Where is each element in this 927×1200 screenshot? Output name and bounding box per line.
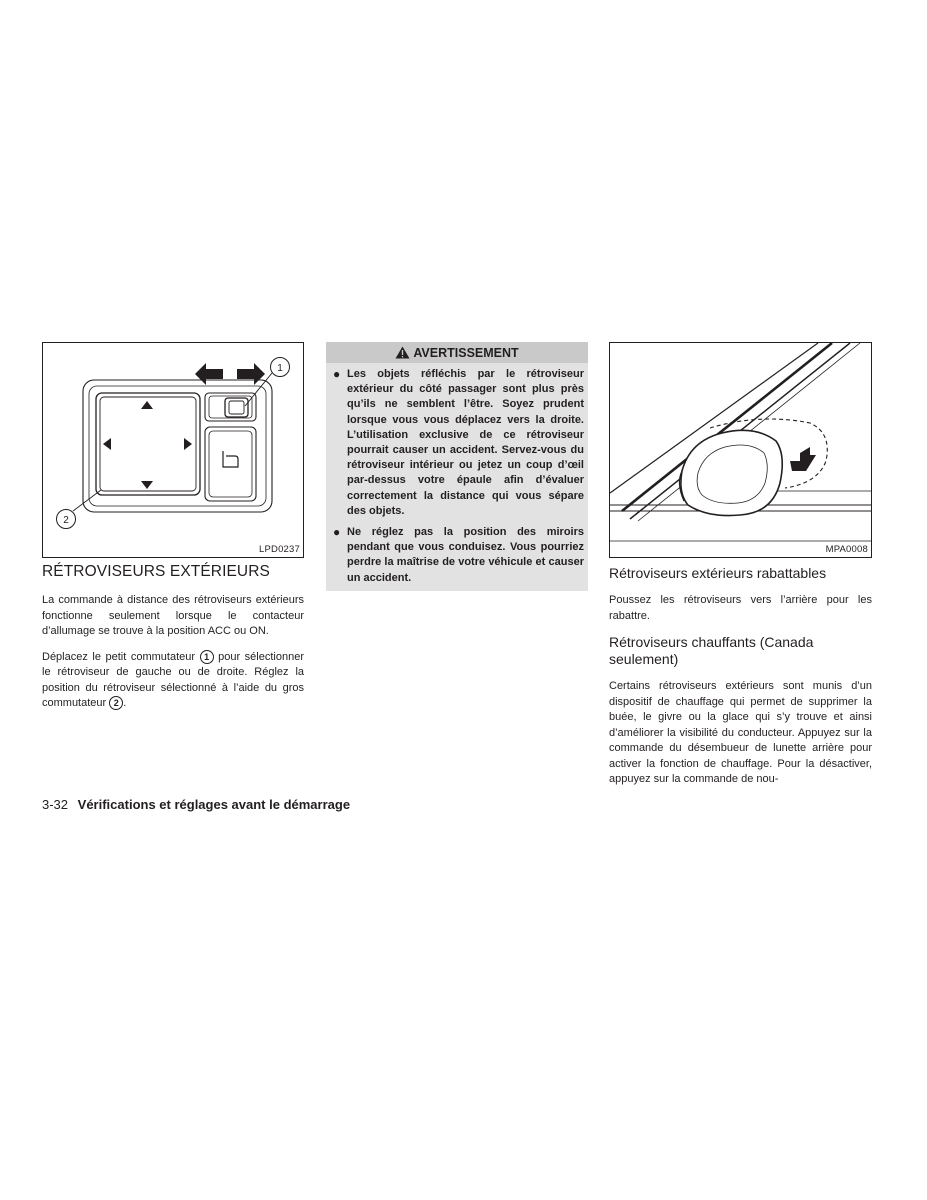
paragraph-text: pour sélectionner le rétroviseur de gauche ou de droite. Réglez la position du rétroviseur sélectionné à l’aide du gros commutateur — [42, 650, 304, 709]
paragraph-text: Déplacez le petit commutateur — [42, 650, 200, 663]
callout-2-label: 2 — [63, 515, 69, 526]
paragraph-switch-usage — [42, 650, 304, 712]
right-block-arrow-icon — [237, 363, 265, 385]
subheading-folding: Rétroviseurs extérieurs rabattables — [609, 565, 827, 581]
figure-code: LPD0237 — [258, 544, 300, 555]
right-arrow-icon — [184, 438, 192, 450]
left-column — [42, 342, 304, 722]
paragraph-folding: Poussez les rétroviseurs vers l’arrière pour les rabattre. — [609, 594, 872, 622]
folding-mirror-illustration — [610, 343, 871, 557]
left-block-arrow-icon — [195, 363, 223, 385]
page-footer — [42, 797, 350, 812]
callout-ref-2: 2 — [109, 696, 123, 710]
right-column — [609, 342, 872, 798]
paragraph-text: . — [123, 697, 127, 709]
warning-item — [330, 525, 584, 586]
warning-header — [326, 342, 588, 363]
folding-mirror-figure — [609, 342, 872, 558]
down-arrow-icon — [141, 481, 153, 489]
figure-code: MPA0008 — [825, 544, 868, 555]
side-mirror-shape — [679, 430, 782, 515]
chapter-title: Vérifications et réglages avant le démarrage — [77, 797, 351, 812]
warning-title: AVERTISSEMENT — [413, 345, 519, 360]
warning-body — [326, 363, 588, 591]
up-arrow-icon — [141, 401, 153, 409]
bullet-icon: ● — [333, 525, 341, 540]
left-arrow-icon — [103, 438, 111, 450]
paragraph-heated: Certains rétroviseurs extérieurs sont munis d’un dispositif de chauffage qui permet de supprimer la buée, le givre ou la glace qui s’y trouve et ainsi d’améliorer la visibilité du conducteur. Appuyez sur la commande du désembueur de lunette arrière pour activer la fonction de chauffage. Pour la désactiver, appuyez sur la commande de nou- — [609, 680, 872, 785]
callout-ref-1: 1 — [200, 650, 214, 664]
warning-triangle-icon — [395, 346, 410, 359]
page-number: 3-32 — [42, 797, 69, 812]
bullet-icon: ● — [333, 367, 341, 381]
warning-box — [326, 342, 588, 591]
warning-item-text: Les objets réfléchis par le rétroviseur extérieur du côté passager sont plus près qu’ils ne semblent l’être. Soyez prudent lorsque vous vous déplacez vers la droite. L’utilisation exclusive de ce rétroviseur pourrait causer un accident. Servez-vous du rétroviseur intérieur ou jetez un coup d’œil par-dessus votre épaule afin d’évaluer correctement la distance qui vous sépare des objets. — [347, 368, 584, 517]
callout-1-label: 1 — [277, 363, 283, 374]
subheading-heated: Rétroviseurs chauffants (Canada seulement) — [609, 634, 814, 667]
paragraph-ignition: La commande à distance des rétroviseurs extérieurs fonctionne seulement lorsque le contacteur d’allumage se trouve à la position ACC ou ON. — [42, 594, 304, 637]
mirror-switch-illustration — [43, 343, 303, 557]
warning-item — [330, 367, 584, 519]
section-heading: RÉTROVISEURS EXTÉRIEURS — [42, 563, 270, 580]
mirror-heater-icon — [223, 451, 238, 467]
mirror-switch-figure — [42, 342, 304, 558]
fold-arrow-icon — [790, 447, 816, 471]
warning-item-text: Ne réglez pas la position des miroirs pendant que vous conduisez. Vous pourriez perdre la maîtrise de votre véhicule et causer un accident. — [347, 526, 584, 584]
